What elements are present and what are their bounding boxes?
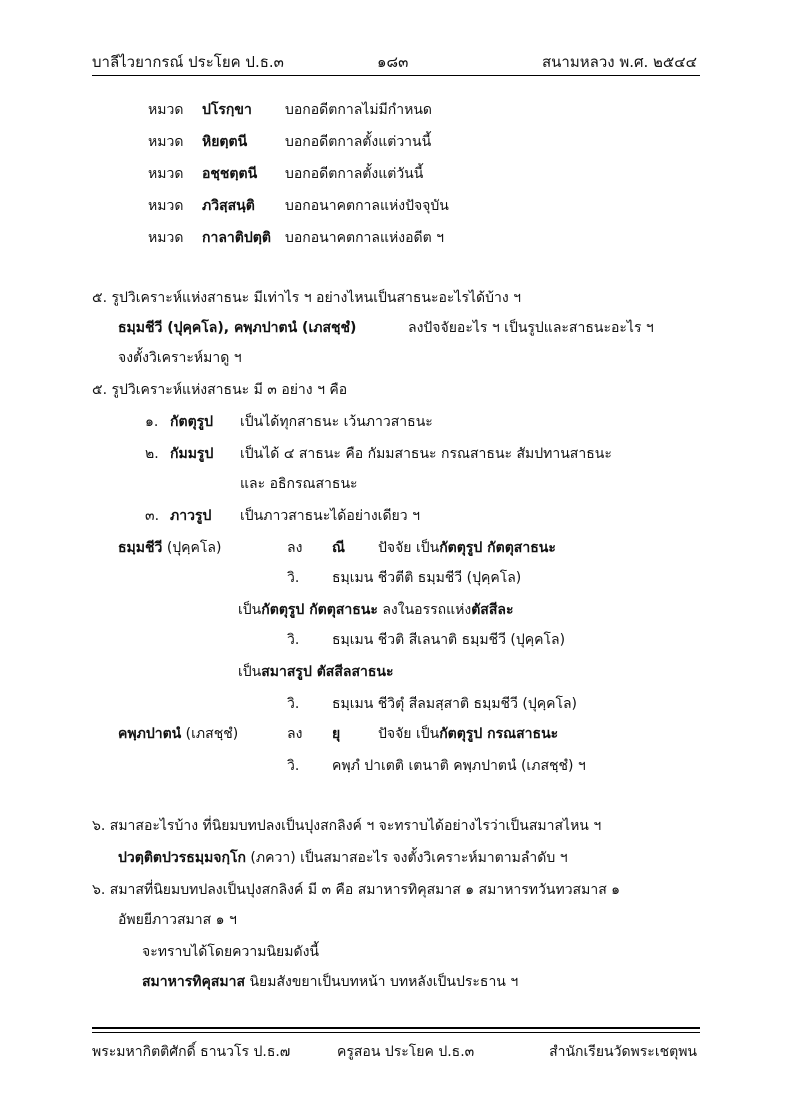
header-left: บาลีไวยากรณ์ ประโยค ป.ธ.๓ — [92, 53, 284, 71]
group-desc: บอกอดีตกาลตั้งแต่วานนี้ — [285, 134, 432, 150]
type-desc-cont: และ อธิกรณสาธนะ — [240, 476, 358, 492]
note-bold: กัตตุรูป กัตตุสาธนะ — [261, 602, 378, 618]
footer-center: ครูสอน ประโยค ป.ธ.๓ — [337, 1044, 475, 1060]
group-name: ปโรกฺขา — [202, 102, 252, 118]
question-5-line1: ๕. รูปวิเคราะห์แห่งสาธนะ มีเท่าไร ฯ อย่างไหนเป็นสาธนะอะไรได้บ้าง ฯ — [92, 290, 521, 306]
answer-6-line2: อัพยยีภาวสมาส ๑ ฯ — [118, 912, 237, 928]
question-6-text: (ภควา) เป็นสมาสอะไร จงตั้งวิเคราะห์มาตามลำดับ ฯ — [245, 850, 568, 866]
vi-text: ธมฺเมน ชีวตีติ ธมฺมชีวี (ปุคฺคโล) — [332, 570, 522, 586]
derivation-word — [118, 724, 238, 744]
type-number: ๑. — [145, 414, 159, 430]
type-desc: เป็นภาวสาธนะได้อย่างเดียว ฯ — [240, 508, 420, 524]
type-name: กัตตุรูป — [170, 414, 214, 430]
group-prefix: หมวด — [148, 102, 184, 118]
derivation-result — [378, 538, 556, 558]
type-name: กัมมรูป — [170, 446, 214, 462]
header-rule — [92, 75, 700, 76]
group-desc: บอกอดีตกาลไม่มีกำหนด — [285, 102, 433, 118]
answer-6-line3: จะทราบได้โดยความนิยมดังนี้ — [142, 944, 319, 960]
derivation-word-gloss: (ปุคฺคโล) — [162, 540, 222, 556]
group-desc: บอกอดีตกาลตั้งแต่วันนี้ — [285, 166, 424, 182]
answer-6-line1: ๖. สมาสที่นิยมบทปลงเป็นปุงสกลิงค์ มี ๓ คือ สมาหารทิคุสมาส ๑ สมาหารทวันทวสมาส ๑ — [92, 882, 621, 898]
derivation-word-pali: ธมฺมชีวี — [118, 540, 163, 556]
question-6-term: ปวตฺติตปวรธมฺมจกฺโก — [118, 850, 246, 866]
vi-label: วิ. — [287, 758, 300, 774]
group-prefix: หมวด — [148, 166, 184, 182]
group-desc: บอกอนาคตกาลแห่งปัจจุบัน — [285, 198, 449, 214]
note-bold: ตัสสีละ — [471, 602, 514, 618]
header-right: สนามหลวง พ.ศ. ๒๕๔๔ — [542, 53, 697, 71]
derivation-result — [378, 724, 558, 744]
type-desc: เป็นได้ ๔ สาธนะ คือ กัมมสาธนะ กรณสาธนะ สัมปทานสาธนะ — [240, 446, 612, 462]
group-name: หิยตฺตนี — [202, 134, 248, 150]
vi-text: คพฺภํ ปาเตติ เตนาติ คพฺภปาตนํ (เภสชฺชํ) ฯ — [332, 758, 586, 774]
derivation-note — [238, 662, 394, 682]
derivation-result-bold: กัตตุรูป กรณสาธนะ — [439, 726, 559, 742]
group-prefix: หมวด — [148, 198, 184, 214]
footer-rule-thick — [92, 1027, 700, 1029]
answer-6-line4 — [142, 972, 518, 992]
derivation-word-pali: คพฺภปาตนํ — [118, 726, 182, 742]
derivation-result-text: ปัจจัย เป็น — [378, 540, 440, 556]
answer-6-term: สมาหารทิคุสมาส — [142, 974, 246, 990]
type-number: ๓. — [145, 508, 160, 524]
group-prefix: หมวด — [148, 134, 184, 150]
answer-6-text: นิยมสังขยาเป็นบทหน้า บทหลังเป็นประธาน ฯ — [245, 974, 519, 990]
derivation-suffix: ยุ — [332, 726, 341, 742]
note-text: ลงในอรรถแห่ง — [377, 602, 472, 618]
vi-label: วิ. — [287, 696, 300, 712]
page-number: ๑๘๓ — [377, 53, 409, 71]
derivation-result-text: ปัจจัย เป็น — [378, 726, 440, 742]
derivation-word-gloss: (เภสชฺชํ) — [181, 726, 239, 742]
question-5-terms: ธมฺมชีวี (ปุคฺคโล), คพฺภปาตนํ (เภสชฺชํ) — [118, 320, 357, 336]
group-prefix: หมวด — [148, 230, 184, 246]
question-5-line2: ลงปัจจัยอะไร ฯ เป็นรูปและสาธนะอะไร ฯ — [408, 320, 654, 336]
vi-label: วิ. — [287, 632, 300, 648]
footer-right: สำนักเรียนวัดพระเชตุพน — [549, 1044, 697, 1060]
question-5-line3: จงตั้งวิเคราะห์มาดู ฯ — [118, 350, 242, 366]
vi-text: ธมฺเมน ชีวิตุํ สีลมสฺสาติ ธมฺมชีวี (ปุคฺคโล) — [332, 696, 578, 712]
derivation-word — [118, 538, 221, 558]
derivation-note — [238, 600, 513, 620]
derivation-la: ลง — [287, 726, 303, 742]
vi-text: ธมฺเมน ชีวติ สีเลนาติ ธมฺมชีวี (ปุคฺคโล) — [332, 632, 566, 648]
note-bold: สมาสรูป ตัสสีลสาธนะ — [261, 664, 394, 680]
footer-rule-thin — [92, 1032, 700, 1033]
vi-label: วิ. — [287, 570, 300, 586]
note-text: เป็น — [238, 664, 262, 680]
type-name: ภาวรูป — [170, 508, 212, 524]
group-name: อชฺชตฺตนี — [202, 166, 258, 182]
footer-left: พระมหากิตติศักดิ์ ธานวโร ป.ธ.๗ — [92, 1044, 291, 1060]
derivation-la: ลง — [287, 540, 303, 556]
group-desc: บอกอนาคตกาลแห่งอดีต ฯ — [285, 230, 444, 246]
type-number: ๒. — [145, 446, 159, 462]
type-desc: เป็นได้ทุกสาธนะ เว้นภาวสาธนะ — [240, 414, 433, 430]
group-name: ภวิสฺสนฺติ — [202, 198, 255, 214]
note-text: เป็น — [238, 602, 262, 618]
answer-5-line1: ๕. รูปวิเคราะห์แห่งสาธนะ มี ๓ อย่าง ฯ คือ — [92, 382, 348, 398]
question-6-line1: ๖. สมาสอะไรบ้าง ที่นิยมบทปลงเป็นปุงสกลิงค์ ฯ จะทราบได้อย่างไรว่าเป็นสมาสไหน ฯ — [92, 818, 602, 834]
derivation-suffix: ณี — [332, 540, 345, 556]
question-6-line2 — [118, 848, 568, 868]
group-name: กาลาติปตฺติ — [202, 230, 271, 246]
derivation-result-bold: กัตตุรูป กัตตุสาธนะ — [439, 540, 556, 556]
